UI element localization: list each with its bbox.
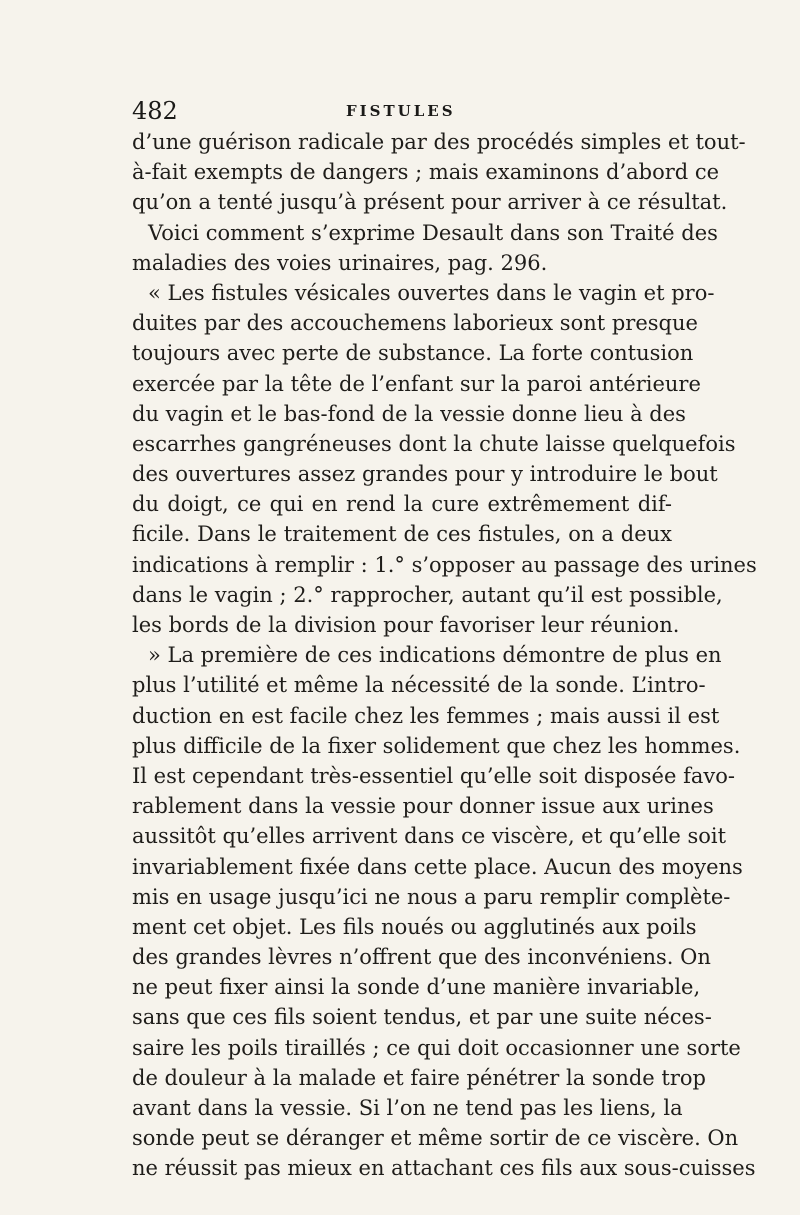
text-line: toujours avec perte de substance. La forte contusion [132,341,694,366]
text-line: ne réussit pas mieux en attachant ces fils aux sous-cuisses [132,1156,756,1181]
text-line: aussitôt qu’elles arrivent dans ce viscère, et qu’elle soit [132,824,727,849]
text-line: Il est cependant très-essentiel qu’elle soit disposée favo- [132,763,735,788]
text-line: exercée par la tête de l’enfant sur la paroi antérieure [132,371,701,396]
text-line: duites par des accouchemens laborieux sont presque [132,311,698,336]
running-head: FISTULES [346,102,456,120]
text-line: du vagin et le bas-fond de la vessie donne lieu à des [132,401,686,426]
text-line: Voici comment s’exprime Desault dans son Traité des [148,220,718,245]
text-line: duction en est facile chez les femmes ; mais aussi il est [132,703,720,728]
text-line: ficile. Dans le traitement de ces fistules, on a deux [132,522,672,547]
text-line: avant dans la vessie. Si l’on ne tend pas les liens, la [132,1096,683,1120]
page-number: 482 [132,97,178,125]
text-line: « Les fistules vésicales ouvertes dans le vagin et pro- [148,280,715,305]
text-line: invariablement fixée dans cette place. Aucun des moyens [132,854,743,879]
text-line: du doigt, ce qui en rend la cure extrêmement dif- [132,492,672,517]
page-header [132,96,672,126]
text-line: sonde peut se déranger et même sortir de ce viscère. On [132,1126,739,1151]
text-line: saire les poils tiraillés ; ce qui doit occasionner une sorte [132,1035,741,1060]
text-line: ment cet objet. Les fils noués ou agglutinés aux poils [132,914,697,939]
text-line: qu’on a tenté jusqu’à présent pour arriver à ce résultat. [132,190,728,215]
text-line: rablement dans la vessie pour donner issue aux urines [132,794,714,819]
text-line: plus l’utilité et même la nécessité de la sonde. L’intro- [132,673,706,698]
text-line: indications à remplir : 1.° s’opposer au passage des urines [132,552,757,577]
text-line: maladies des voies urinaires, pag. 296. [132,250,548,275]
text-line: de douleur à la malade et faire pénétrer la sonde trop [132,1065,706,1090]
text-line: plus difficile de la fixer solidement que chez les hommes. [132,733,741,758]
text-line: sans que ces fils soient tendus, et par une suite néces- [132,1005,712,1030]
text-line: dans le vagin ; 2.° rapprocher, autant qu’il est possible, [132,582,723,607]
body-text [132,127,757,1184]
text-line: les bords de la division pour favoriser leur réunion. [132,613,680,637]
text-line: d’une guérison radicale par des procédés simples et tout- [132,130,746,154]
text-line: ne peut fixer ainsi la sonde d’une manière invariable, [132,975,701,1000]
text-line: à-fait exempts de dangers ; mais examinons d’abord ce [132,160,720,185]
text-line: mis en usage jusqu’ici ne nous a paru remplir complète- [132,884,731,909]
text-line: des ouvertures assez grandes pour y introduire le bout [132,462,718,487]
text-line: escarrhes gangréneuses dont la chute laisse quelquefois [132,431,736,456]
text-line: » La première de ces indications démontre de plus en [148,643,722,668]
text-line: des grandes lèvres n’offrent que des inconvéniens. On [132,945,711,970]
